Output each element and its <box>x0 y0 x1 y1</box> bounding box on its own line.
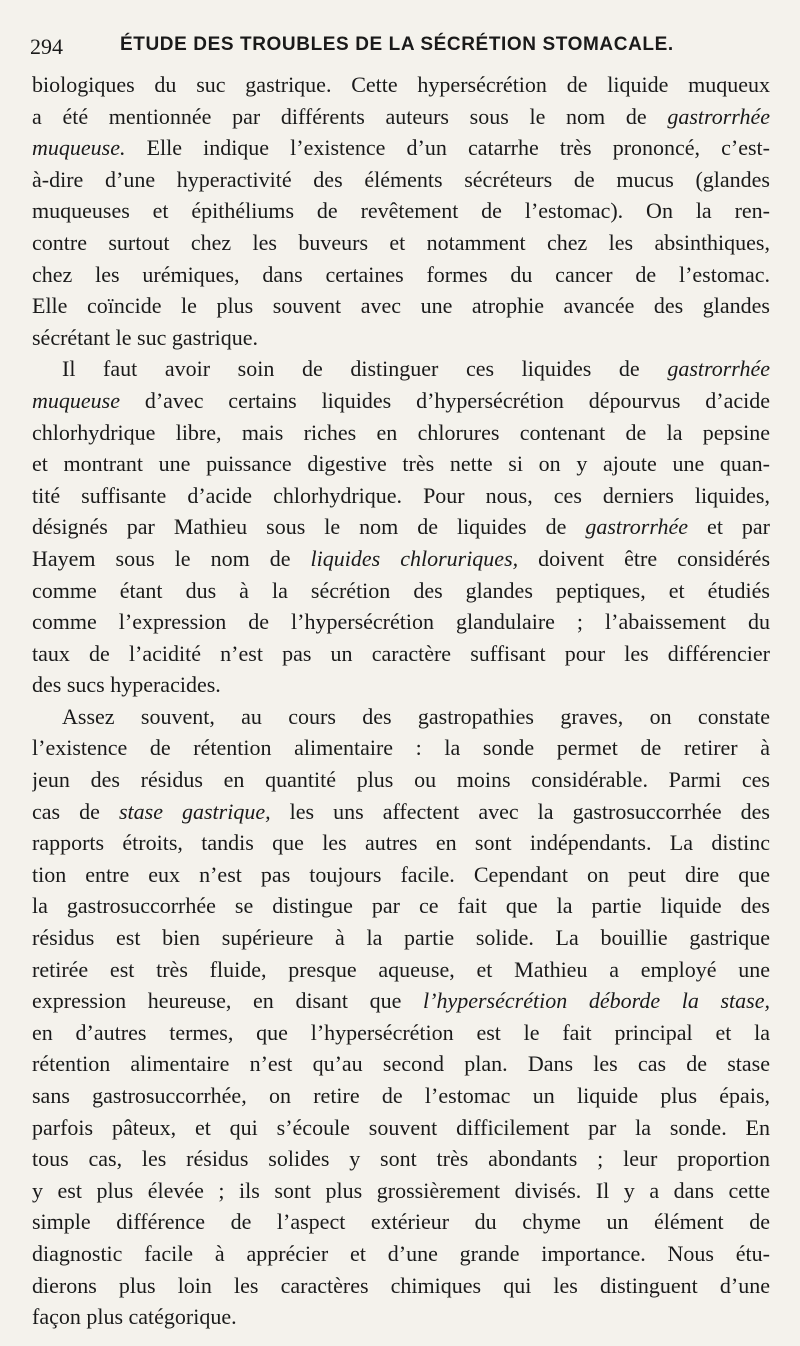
line-text: la gastrosuccorrhée se distingue par ce fait que la partie liquide des <box>32 893 770 919</box>
line-text: à-dire d’une hyperactivité des éléments sécréteurs de mucus (glandes <box>32 166 770 192</box>
text-line <box>32 132 770 164</box>
line-text: l’existence de rétention alimentaire : la sonde permet de retirer à <box>32 735 770 761</box>
line-text: contre surtout chez les buveurs et notamment chez les absinthiques, <box>32 229 770 255</box>
line-text: sécrétant le suc gastrique. <box>32 324 259 350</box>
text-line <box>32 764 770 796</box>
line-text: biologiques du suc gastrique. Cette hypersécrétion de liquide muqueux <box>32 72 770 97</box>
line-text: Hayem sous le nom de <box>32 545 311 571</box>
text-line <box>32 259 770 291</box>
text-line <box>32 606 770 638</box>
text-line <box>32 1017 770 1049</box>
text-line <box>32 417 770 449</box>
line-text: les uns affectent avec la gastrosuccorrhée des <box>270 798 770 824</box>
text-line <box>32 1270 770 1302</box>
running-head <box>30 30 770 60</box>
line-text: Elle indique l’existence d’un catarrhe très prononcé, c’est- <box>125 135 770 161</box>
line-text: sans gastrosuccorrhée, on retire de l’estomac un liquide plus épais, <box>32 1083 770 1108</box>
italic-term: muqueuse <box>32 387 120 413</box>
line-text: tion entre eux n’est pas toujours facile. Cependant on peut dire que <box>32 861 770 887</box>
text-line <box>32 322 770 354</box>
text-line <box>32 1048 770 1080</box>
line-text: des sucs hyperacides. <box>32 672 221 698</box>
text-line <box>32 353 770 385</box>
line-text: comme l’expression de l’hypersécrétion glandulaire ; l’abaissement du <box>32 609 770 635</box>
line-text: y est plus élevée ; ils sont plus grossièrement divisés. Il y a dans cette <box>32 1177 770 1203</box>
text-line <box>32 1301 770 1333</box>
line-text: et par <box>688 514 770 540</box>
line-text: retirée est très fluide, presque aqueuse, et Mathieu a employé une <box>32 956 770 982</box>
text-line <box>32 227 770 259</box>
text-line <box>32 701 770 733</box>
text-line <box>32 511 770 543</box>
italic-term: gastrorrhée <box>667 356 770 382</box>
text-line <box>32 922 770 954</box>
text-line <box>32 954 770 986</box>
line-text: doivent être considérés <box>518 545 770 571</box>
line-text: taux de l’acidité n’est pas un caractère suffisant pour les différencier <box>32 640 770 666</box>
italic-term: gastrorrhée <box>585 514 689 540</box>
text-line <box>32 575 770 607</box>
line-text: désignés par Mathieu sous le nom de liquides de <box>32 514 586 540</box>
italic-term: gastrorrhée <box>667 103 770 129</box>
text-line <box>32 480 770 512</box>
line-text: résidus est bien supérieure à la partie solide. La bouillie gastrique <box>32 925 770 951</box>
line-text: façon plus catégorique. <box>32 1304 237 1330</box>
text-line <box>32 101 770 133</box>
line-text: rapports étroits, tandis que les autres en sont indépendants. La distinc <box>32 830 770 856</box>
text-line <box>32 195 770 227</box>
line-text: d’avec certains liquides d’hypersécrétion dépourvus d’acide <box>119 387 770 413</box>
line-text: Il faut avoir soin de distinguer ces liquides de <box>62 356 668 382</box>
line-text: rétention alimentaire n’est qu’au second plan. Dans les cas de stase <box>32 1051 770 1077</box>
text-line <box>32 669 770 701</box>
line-text: Assez souvent, au cours des gastropathies graves, on constate <box>62 703 770 729</box>
text-line <box>32 985 770 1017</box>
line-text: Elle coïncide le plus souvent avec une atrophie avancée des glandes <box>32 293 770 319</box>
text-line <box>32 385 770 417</box>
text-line <box>32 638 770 670</box>
line-text: a été mentionnée par différents auteurs sous le nom de <box>32 103 668 129</box>
text-line <box>32 890 770 922</box>
italic-term: stase gastrique, <box>118 798 271 824</box>
text-line <box>32 1238 770 1270</box>
text-line <box>32 1206 770 1238</box>
line-text: chez les urémiques, dans certaines formes du cancer de l’estomac. <box>32 261 770 287</box>
line-text: simple différence de l’aspect extérieur du chyme un élément de <box>32 1209 770 1235</box>
italic-term: l’hypersécrétion déborde la stase, <box>423 988 770 1014</box>
text-line <box>32 827 770 859</box>
text-line <box>32 69 770 101</box>
text-line <box>32 796 770 828</box>
line-text: diagnostic facile à apprécier et d’une grande importance. Nous étu- <box>32 1240 770 1266</box>
line-text: en d’autres termes, que l’hypersécrétion est le fait principal et la <box>32 1019 770 1045</box>
body-text <box>32 69 770 1333</box>
text-line <box>32 732 770 764</box>
text-line <box>32 1080 770 1112</box>
line-text: tous cas, les résidus solides y sont très abondants ; leur proportion <box>32 1146 770 1172</box>
text-line <box>32 859 770 891</box>
line-text: muqueuses et épithéliums de revêtement de l’estomac). On la ren- <box>32 198 770 224</box>
line-text: chlorhydrique libre, mais riches en chlorures contenant de la pepsine <box>32 419 770 445</box>
line-text: jeun des résidus en quantité plus ou moins considérable. Parmi ces <box>32 767 770 793</box>
italic-term: liquides chloruriques, <box>310 545 519 571</box>
text-line <box>32 1175 770 1207</box>
line-text: dierons plus loin les caractères chimiques qui les distinguent d’une <box>32 1272 770 1298</box>
italic-term: muqueuse. <box>32 135 126 161</box>
line-text: expression heureuse, en disant que <box>32 988 424 1014</box>
line-text: parfois pâteux, et qui s’écoule souvent difficilement par la sonde. En <box>32 1114 770 1140</box>
text-line <box>32 1143 770 1175</box>
text-line <box>32 164 770 196</box>
text-line <box>32 448 770 480</box>
line-text: comme étant dus à la sécrétion des glandes peptiques, et étudiés <box>32 577 770 603</box>
text-line <box>32 290 770 322</box>
line-text: cas de <box>32 798 119 824</box>
text-line <box>32 1112 770 1144</box>
line-text: et montrant une puissance digestive très nette si on y ajoute une quan- <box>32 451 770 477</box>
running-title: ÉTUDE DES TROUBLES DE LA SÉCRÉTION STOMACALE. <box>120 34 674 55</box>
text-line <box>32 543 770 575</box>
line-text: tité suffisante d’acide chlorhydrique. Pour nous, ces derniers liquides, <box>32 482 770 508</box>
page-number: 294 <box>30 34 63 59</box>
